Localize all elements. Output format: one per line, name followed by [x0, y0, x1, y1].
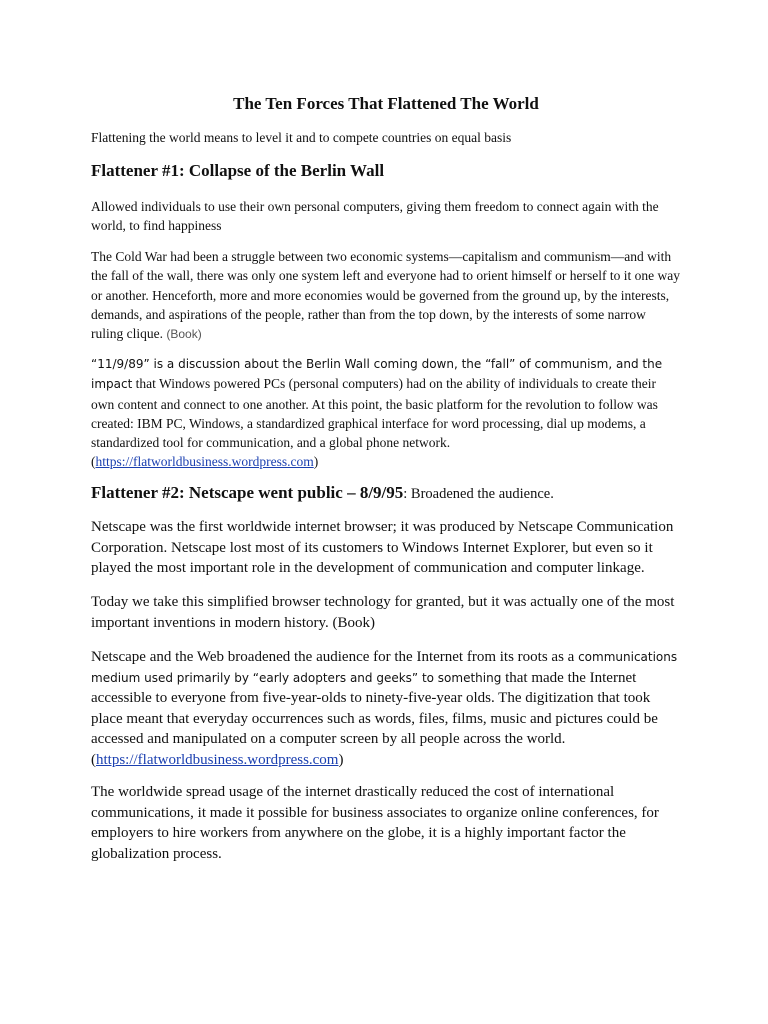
flatworld-link-2[interactable]: https://flatworldbusiness.wordpress.com — [96, 751, 339, 768]
flattener-2-para-4 — [91, 782, 681, 864]
flattener-2-para-4-text: The worldwide spread usage of the internet drastically reduced the cost of international communications, it made it possible for business associates to organize online conferences, for employers to hire workers from anywhere on the globe, it is a highly important factor the globalization process. — [91, 784, 659, 862]
flattener-2-heading-tail: : Broadened the audience. — [403, 486, 554, 502]
flattener-2-para-3-lead: Netscape and the Web broadened the audience for the Internet from its roots as a — [91, 649, 575, 665]
flattener-1-heading: Flattener #1: Collapse of the Berlin Wall — [91, 161, 385, 180]
intro-paragraph — [91, 128, 681, 147]
book-source-label: (Book) — [166, 327, 202, 342]
flattener-2-para-3-text: that made the Internet accessible to everyone from five-year-olds to ninety-five-year olds. The digitization that took place meant that everyday occurrences such as words, files, films, music and pictures could be accessed and manipulated on a computer screen by all people across the world. — [91, 669, 658, 747]
flattener-1-para-2-text: The Cold War had been a struggle between two economic systems—capitalism and communism—and with the fall of the wall, there was only one system left and everyone had to orient himself or herself to it one way or another. Henceforth, more and more economies would be governed from the ground up, by the interests, demands, and aspirations of the people, rather than from the top down, by the interests of some narrow ruling clique. — [91, 249, 680, 342]
flattener-2-para-3-sans: communications medium used primarily by “early adopters and geeks” to something — [91, 650, 678, 685]
flattener-1-heading-block — [91, 160, 681, 182]
intro-text: Flattening the world means to level it and to compete countries on equal basis — [91, 130, 512, 145]
flattener-1-para-2 — [91, 247, 681, 344]
flattener-2-para-3 — [91, 647, 681, 770]
flattener-2-para-1 — [91, 517, 681, 579]
flattener-1-para-3-lead: “11/9/89” is a discussion about the Berlin Wall coming down, the “fall” of communism, and the impact — [91, 357, 663, 392]
flattener-2-para-2 — [91, 592, 681, 633]
flattener-2-para-3-body: Netscape and the Web broadened the audience for the Internet from its roots as a communications medium used primarily by “early adopters and geeks” to something that made the Internet accessible to everyone from five-year-olds to ninety-five-year olds. The digitization that took place meant that everyday occurrences such as words, files, films, music and pictures could be accessed and manipulated on a computer screen by all people across the world. (https://flatworldbusiness.wordpress.com) — [91, 649, 678, 768]
flatworld-link-1[interactable]: https://flatworldbusiness.wordpress.com — [95, 454, 314, 470]
flattener-2-heading: Flattener #2: Netscape went public – 8/9/95 — [91, 483, 404, 502]
flattener-2-heading-block — [91, 482, 681, 505]
flattener-1-para-1 — [91, 197, 681, 236]
page-title: The Ten Forces That Flattened The World — [233, 94, 539, 113]
flattener-2-heading-line — [91, 482, 681, 505]
flattener-2-para-2-text: Today we take this simplified browser technology for granted, but it was actually one of the most important inventions in modern history. (Book) — [91, 594, 675, 631]
flattener-2-para-1-text: Netscape was the first worldwide internet browser; it was produced by Netscape Communication Corporation. Netscape lost most of its customers to Windows Internet Explorer, but even so it played the most important role in the development of communication and computer linkage. — [91, 519, 674, 576]
flattener-1-para-3-text: that Windows powered PCs (personal computers) had on the ability of individuals to create their own content and connect to one another. At this point, the basic platform for the revolution to follow was created: IBM PC, Windows, a standardized graphical interface for word processing, dial up modems, a standardized tool for communication, and a global phone network. — [91, 376, 658, 451]
flattener-1-para-1-text: Allowed individuals to use their own personal computers, giving them freedom to connect again with the world, to find happiness — [91, 199, 659, 234]
flattener-1-para-2-body — [91, 247, 681, 344]
flattener-1-para-3-body: “11/9/89” is a discussion about the Berlin Wall coming down, the “fall” of communism, and the impact that Windows powered PCs (personal computers) had on the ability of individuals to create their own content and connect to one another. At this point, the basic platform for the revolution to follow was created: IBM PC, Windows, a standardized graphical interface for word processing, dial up modems, a standardized tool for communication, and a global phone network. (https://flatworldbusiness.wordpress.com) — [91, 357, 663, 470]
flattener-1-para-3 — [91, 354, 681, 472]
